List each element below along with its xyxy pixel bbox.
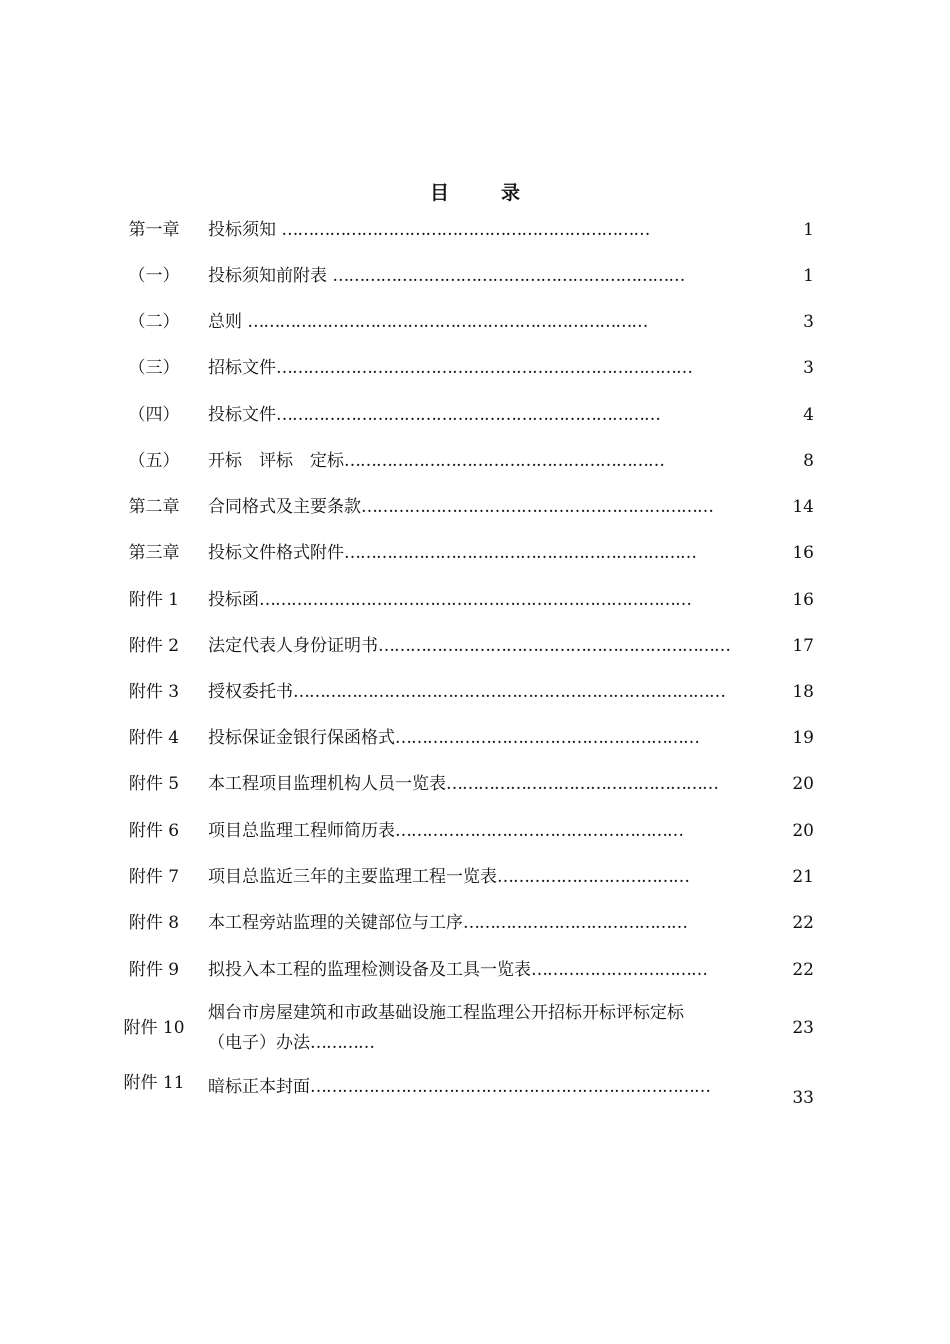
toc-text: 投标须知 [208, 220, 282, 240]
toc-leader-dots: ………………………………………………… [395, 728, 699, 748]
title-left: 目 [429, 182, 449, 204]
toc-entry [208, 677, 725, 707]
toc-text: 项目总监理工程师简历表 [208, 821, 395, 841]
toc-label: 附件 7 [128, 867, 180, 887]
toc-text: 本工程旁站监理的关键部位与工序 [208, 913, 463, 933]
toc-leader-dots: …………………………………………………… [344, 451, 664, 471]
toc-label: 第三章 [128, 543, 180, 563]
toc-entry [208, 631, 730, 661]
toc-label: （四） [128, 405, 180, 425]
toc-entry [208, 215, 649, 245]
toc-page-number: 20 [792, 774, 814, 794]
toc-text: 总则 [208, 312, 248, 332]
toc-entry [208, 908, 687, 938]
toc-page-number: 14 [792, 497, 814, 517]
toc-page-number: 17 [792, 636, 814, 656]
toc-text: 烟台市房屋建筑和市政基础设施工程监理公开招标开标评标定标 [208, 1003, 684, 1023]
toc-page-number: 21 [792, 867, 814, 887]
toc-label: 附件 5 [128, 774, 180, 794]
toc-label: 附件 3 [128, 682, 180, 702]
toc-text: 投标保证金银行保函格式 [208, 728, 395, 748]
toc-leader-dots: …………………………………………………………… [281, 220, 650, 240]
toc-text: 投标文件 [208, 405, 276, 425]
toc-row[interactable] [0, 677, 950, 707]
toc-leader-dots: …………………………… [531, 960, 707, 980]
toc-label: 附件 6 [128, 821, 180, 841]
toc-leader-dots: ……………………………… [497, 867, 689, 887]
toc-page-number: 8 [803, 451, 814, 471]
toc-leader-dots: …………………………………… [463, 913, 687, 933]
toc-page-number: 1 [803, 266, 814, 286]
toc-text: 法定代表人身份证明书 [208, 636, 378, 656]
toc-entry [208, 585, 691, 615]
toc-text: 暗标正本封面 [208, 1077, 310, 1097]
toc-row[interactable] [0, 816, 950, 846]
toc-leader-dots: ………………………………………………………… [378, 636, 730, 656]
toc-label: （一） [128, 266, 180, 286]
toc-label: 第二章 [128, 497, 180, 517]
toc-leader-dots: ………………………………………………………… [361, 497, 713, 517]
toc-leader-dots: ……………………………………………………………… [276, 405, 660, 425]
toc-leader-dots: ………………………………………………………………… [310, 1077, 710, 1097]
toc-entry [208, 816, 683, 846]
toc-page-number: 16 [792, 590, 814, 610]
toc-row[interactable] [0, 215, 950, 245]
toc-leader-dots: ……………………………………………… [395, 821, 683, 841]
page-title [0, 178, 950, 205]
toc-entry [208, 769, 718, 799]
toc-row[interactable] [0, 723, 950, 753]
toc-row[interactable] [0, 955, 950, 985]
toc-label: （五） [128, 451, 180, 471]
toc-label: 第一章 [128, 220, 180, 240]
toc-row[interactable] [0, 585, 950, 615]
toc-entry [208, 353, 692, 383]
toc-row[interactable] [0, 492, 950, 522]
title-right: 录 [501, 182, 521, 204]
toc-row[interactable] [0, 538, 950, 568]
toc-label: （三） [128, 358, 180, 378]
toc-entry [208, 307, 647, 337]
toc-label: 附件 11 [123, 1073, 185, 1093]
toc-row[interactable] [0, 631, 950, 661]
toc-page-number: 20 [792, 821, 814, 841]
toc-text: 投标函 [208, 590, 259, 610]
toc-label: 附件 9 [128, 960, 180, 980]
toc-row[interactable] [0, 862, 950, 892]
toc-label: 附件 10 [123, 1018, 185, 1038]
toc-row[interactable] [0, 998, 950, 1058]
toc-row[interactable] [0, 353, 950, 383]
toc-leader-dots: …………………………………………… [446, 774, 718, 794]
toc-entry [208, 492, 713, 522]
toc-page-number: 16 [792, 543, 814, 563]
toc-page-number: 3 [803, 358, 814, 378]
toc-row[interactable] [0, 400, 950, 430]
toc-entry [208, 723, 699, 753]
toc-text: 投标须知前附表 [208, 266, 333, 286]
toc-text: 合同格式及主要条款 [208, 497, 361, 517]
toc-leader-dots: ………… [310, 1033, 374, 1053]
toc-page-number: 22 [792, 960, 814, 980]
toc-text: 授权委托书 [208, 682, 293, 702]
toc-leader-dots: ………………………………………………………………… [247, 312, 648, 332]
toc-leader-dots: …………………………………………………………………… [276, 358, 692, 378]
toc-page-number: 22 [792, 913, 814, 933]
toc-page-number: 4 [803, 405, 814, 425]
toc-page-number: 3 [803, 312, 814, 332]
toc-page-number: 1 [803, 220, 814, 240]
toc-row[interactable] [0, 446, 950, 476]
toc-label: 附件 2 [128, 636, 180, 656]
toc-row[interactable] [0, 1068, 950, 1114]
toc-entry [208, 998, 684, 1058]
toc-entry [208, 862, 689, 892]
toc-text-line2 [208, 1028, 684, 1058]
toc-label: 附件 4 [128, 728, 180, 748]
toc-entry [208, 261, 684, 291]
toc-page-number: 19 [792, 728, 814, 748]
toc-leader-dots: ……………………………………………………………………… [259, 590, 691, 610]
toc-leader-dots: ………………………………………………………… [344, 543, 696, 563]
toc-row[interactable] [0, 261, 950, 291]
toc-entry [208, 446, 664, 476]
toc-entry [208, 1072, 710, 1102]
toc-text: 招标文件 [208, 358, 276, 378]
toc-label: 附件 8 [128, 913, 180, 933]
toc-row[interactable] [0, 908, 950, 938]
toc-page-number: 23 [792, 1018, 814, 1038]
toc-text: 本工程项目监理机构人员一览表 [208, 774, 446, 794]
toc-text: 投标文件格式附件 [208, 543, 344, 563]
toc-text: 拟投入本工程的监理检测设备及工具一览表 [208, 960, 531, 980]
toc-text-continued: （电子）办法 [208, 1033, 310, 1053]
toc-text: 项目总监近三年的主要监理工程一览表 [208, 867, 497, 887]
toc-page-number: 33 [792, 1088, 814, 1108]
toc-row[interactable] [0, 769, 950, 799]
toc-label: （二） [128, 312, 180, 332]
toc-text: 开标 评标 定标 [208, 451, 344, 471]
toc-leader-dots: ……………………………………………………………………… [293, 682, 725, 702]
toc-entry [208, 538, 696, 568]
toc-leader-dots: ………………………………………………………… [332, 266, 685, 286]
toc-entry [208, 400, 660, 430]
toc-row[interactable] [0, 307, 950, 337]
toc-entry [208, 955, 707, 985]
toc-page-number: 18 [792, 682, 814, 702]
toc-label: 附件 1 [128, 590, 180, 610]
